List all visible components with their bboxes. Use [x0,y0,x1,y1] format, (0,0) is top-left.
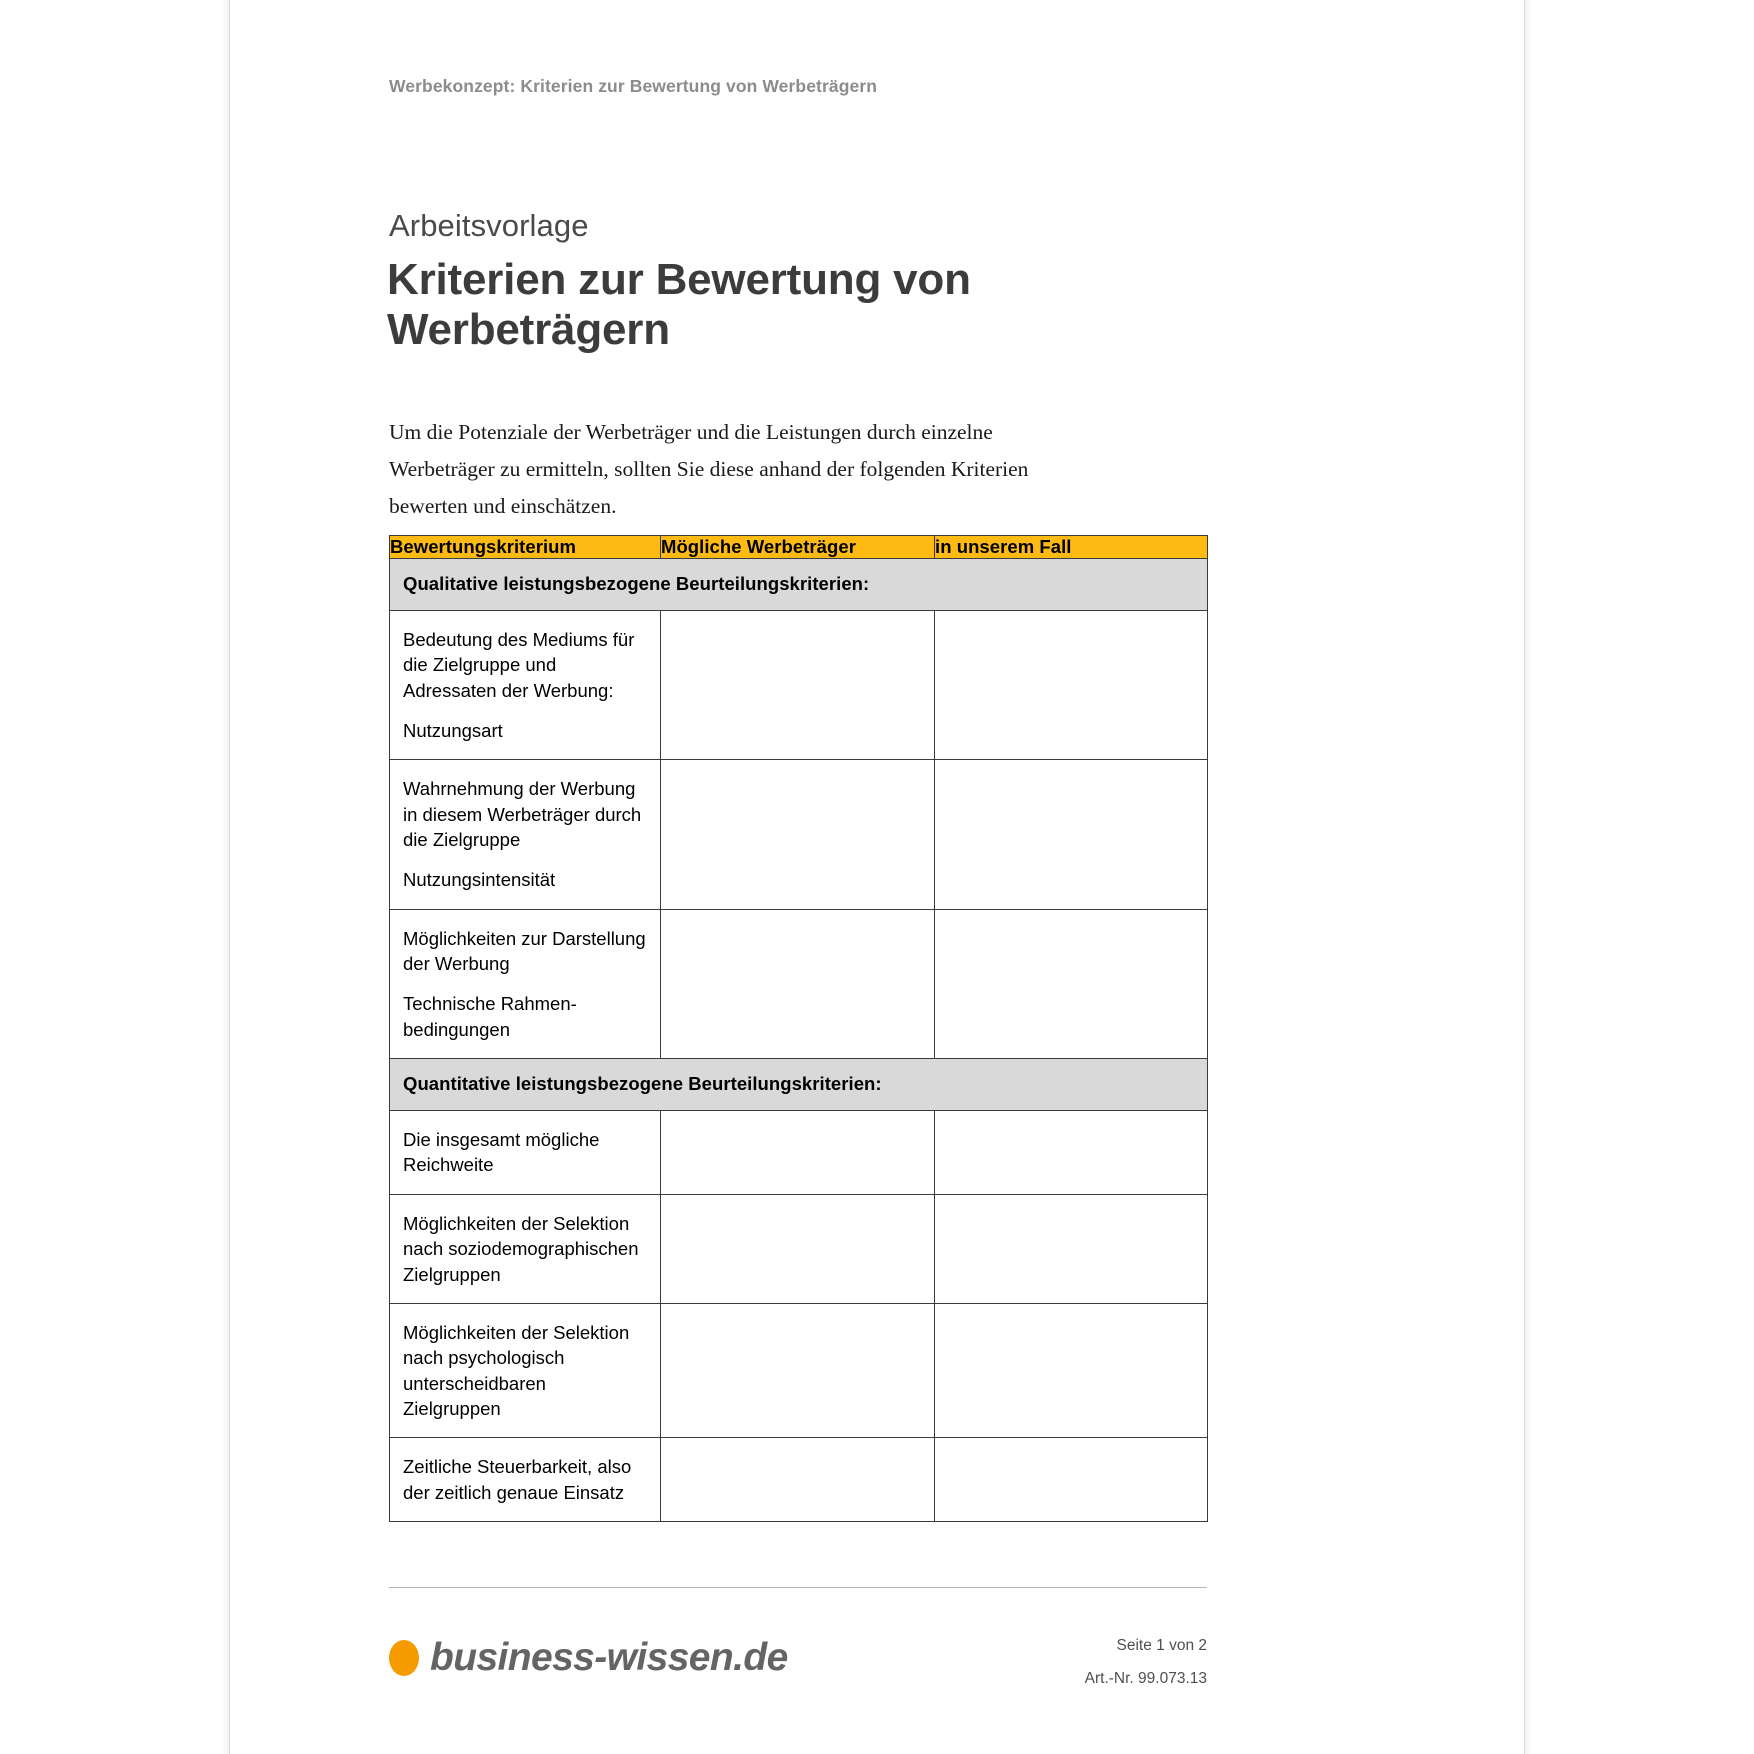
moegliche-werbetraeger-cell[interactable] [661,1303,935,1437]
moegliche-werbetraeger-cell[interactable] [661,1438,935,1522]
in-unserem-fall-cell[interactable] [935,909,1208,1058]
criterion-cell [390,909,661,1058]
criterion-cell [390,1438,661,1522]
section-header-row-qualitative [390,559,1208,611]
table-row [390,1111,1208,1195]
criterion-cell [390,1194,661,1303]
criterion-cell [390,1303,661,1437]
page-number: Seite 1 von 2 [1116,1637,1207,1654]
article-number: Art.-Nr. 99.073.13 [1084,1669,1207,1687]
criterion-main-text: Wahrnehmung der Werbung in diesem Werbeträger durch die Zielgruppe [403,778,642,851]
footer-meta [1085,1630,1207,1695]
moegliche-werbetraeger-cell[interactable] [661,611,935,760]
criterion-cell [390,760,661,909]
criterion-main-text: Die insgesamt mögliche Reichweite [403,1129,600,1176]
table-row [390,1303,1208,1437]
moegliche-werbetraeger-cell[interactable] [661,760,935,909]
table-body [390,559,1208,1522]
in-unserem-fall-cell[interactable] [935,1194,1208,1303]
column-header-in-unserem-fall: in unserem Fall [935,536,1208,559]
section-heading-qualitative: Qualitative leistungsbezogene Beurteilungskriterien: [390,559,1208,611]
in-unserem-fall-cell[interactable] [935,1438,1208,1522]
intro-paragraph: Um die Potenziale der Werbeträger und die Leistungen durch einzelne Werbeträger zu ermitteln, sollten Sie diese anhand der folgenden Kriterien bewerten und einschätzen. [389,420,1029,518]
table-row [390,909,1208,1058]
table-row [390,1194,1208,1303]
brand-logo-text: business-wissen.de [430,1636,788,1679]
page-shadow-left [222,0,229,1754]
in-unserem-fall-cell[interactable] [935,1111,1208,1195]
document-kicker: Arbeitsvorlage [389,208,589,243]
in-unserem-fall-cell[interactable] [935,1303,1208,1437]
criterion-main-text: Möglichkeiten der Selektion nach soziodemographischen Zielgruppen [403,1212,639,1285]
page-shadow-right [1525,0,1533,1754]
criterion-main-text: Bedeutung des Mediums für die Zielgruppe und Adressaten der Werbung: [403,629,635,701]
table-header-row [390,536,1208,559]
brand-logo [389,1636,788,1680]
section-header-row-quantitative [390,1059,1208,1111]
column-header-bewertungskriterium: Bewertungskriterium [390,536,661,559]
table-row [390,611,1208,760]
criterion-cell [390,1111,661,1195]
criterion-cell [390,611,661,760]
criterion-sub-text: Nutzungsintensität [403,869,556,891]
criterion-sub-text: Technische Rahmen-bedingungen [403,993,577,1040]
criterion-main-text: Möglichkeiten zur Darstellung der Werbung [403,927,646,975]
criteria-table [389,535,1208,1522]
page-title: Kriterien zur Bewertung von Werbeträgern [387,255,971,355]
column-header-moegliche-werbetraeger: Mögliche Werbeträger [661,536,935,559]
section-heading-quantitative: Quantitative leistungsbezogene Beurteilungskriterien: [390,1059,1208,1111]
criterion-main-text: Zeitliche Steuerbarkeit, also der zeitlich genaue Einsatz [403,1456,632,1503]
criterion-sub-text: Nutzungsart [403,720,503,742]
table-row [390,760,1208,909]
moegliche-werbetraeger-cell[interactable] [661,909,935,1058]
criterion-main-text: Möglichkeiten der Selektion nach psychologisch unterscheidbaren Zielgruppen [403,1321,630,1419]
in-unserem-fall-cell[interactable] [935,760,1208,909]
orange-circle-icon [389,1640,419,1676]
moegliche-werbetraeger-cell[interactable] [661,1194,935,1303]
table-header [390,536,1208,559]
in-unserem-fall-cell[interactable] [935,611,1208,760]
moegliche-werbetraeger-cell[interactable] [661,1111,935,1195]
table-row [390,1438,1208,1522]
running-header: Werbekonzept: Kriterien zur Bewertung von Werbeträgern [389,76,878,96]
footer-divider [389,1587,1207,1588]
